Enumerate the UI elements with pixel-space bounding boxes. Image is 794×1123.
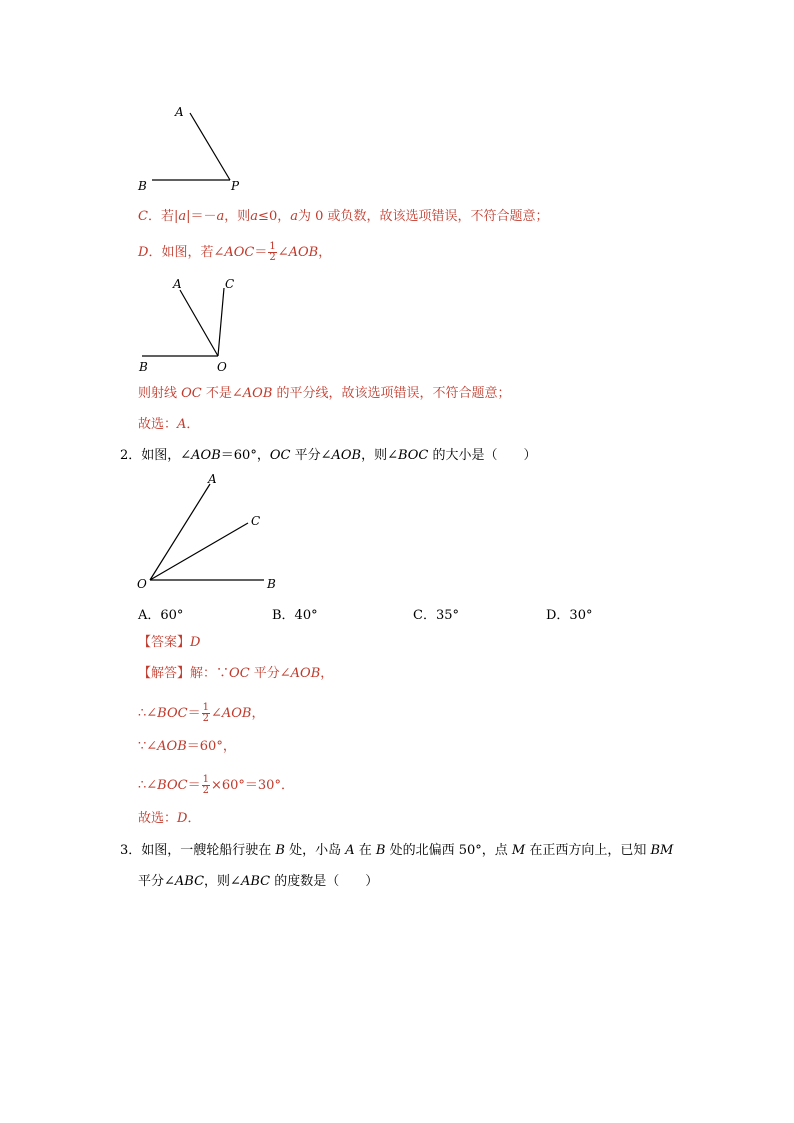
label-c: C bbox=[251, 514, 261, 528]
label-o: O bbox=[137, 577, 147, 591]
denominator: 2 bbox=[269, 252, 276, 263]
text: ×60°＝30°． bbox=[210, 778, 294, 793]
text: ，则∠ bbox=[361, 448, 398, 463]
text: ＝ bbox=[187, 706, 201, 721]
analysis-line-4 bbox=[138, 775, 294, 796]
var-m: M bbox=[511, 843, 526, 858]
fraction-half bbox=[202, 703, 210, 724]
text: ．如图，若∠ bbox=[148, 245, 225, 260]
option-c-line bbox=[138, 209, 549, 225]
denominator: 2 bbox=[202, 713, 209, 724]
text: ，则∠ bbox=[204, 874, 241, 889]
q2-option-a[interactable]: A．60° bbox=[138, 608, 184, 623]
choose-line-2 bbox=[138, 811, 200, 827]
text: ∵∠ bbox=[138, 739, 158, 754]
text: ∴∠ bbox=[138, 706, 158, 721]
q2-option-c[interactable]: C．35° bbox=[413, 608, 459, 623]
var-boc: BOC bbox=[157, 778, 188, 793]
var-a: a bbox=[178, 209, 187, 224]
analysis-line-1 bbox=[138, 666, 333, 682]
text: 平分∠ bbox=[290, 448, 332, 463]
answer-line bbox=[138, 635, 200, 651]
choose-line-1 bbox=[138, 417, 199, 433]
text: ＝ bbox=[254, 245, 268, 260]
answer-letter: A bbox=[177, 417, 187, 432]
text: 2．如图，∠ bbox=[120, 448, 192, 463]
numerator: 1 bbox=[202, 702, 209, 713]
text: |＝－ bbox=[186, 209, 217, 224]
text: 则射线 bbox=[138, 386, 182, 401]
q2-option-b[interactable]: B．40° bbox=[272, 608, 318, 623]
var-aob: AOB bbox=[290, 666, 321, 681]
text: ＝ bbox=[187, 778, 201, 793]
var-boc: BOC bbox=[397, 448, 429, 463]
text: ＝60°， bbox=[220, 448, 270, 463]
text: 故选： bbox=[138, 811, 178, 826]
text: ∠ bbox=[277, 245, 289, 260]
text: 处，小岛 bbox=[284, 843, 346, 858]
text: 故选： bbox=[138, 417, 178, 432]
var-aob: AOB bbox=[288, 245, 319, 260]
var-aob: AOB bbox=[221, 706, 252, 721]
text: 在 bbox=[354, 843, 376, 858]
fraction-half bbox=[202, 775, 210, 796]
var-aob: AOB bbox=[157, 739, 187, 754]
ray-oc bbox=[218, 288, 224, 356]
text: ． bbox=[186, 417, 200, 432]
var-b: B bbox=[275, 843, 285, 858]
analysis-line-3 bbox=[138, 739, 236, 755]
var-oc: OC bbox=[229, 666, 250, 681]
label-b: B bbox=[267, 577, 276, 591]
label-a: A bbox=[173, 277, 182, 291]
text: 处的北偏西 50°，点 bbox=[385, 843, 512, 858]
text: 解：∵ bbox=[190, 666, 230, 681]
text: ， bbox=[320, 666, 334, 681]
option-c-letter: C bbox=[138, 209, 148, 224]
var-aob: AOB bbox=[191, 448, 221, 463]
label-p: P bbox=[231, 179, 240, 193]
ray-oc bbox=[150, 523, 248, 580]
text: ， bbox=[251, 706, 265, 721]
var-a: a bbox=[290, 209, 298, 224]
text: 不是∠ bbox=[201, 386, 243, 401]
text: ，则 bbox=[224, 209, 251, 224]
q2-option-d[interactable]: D．30° bbox=[546, 608, 593, 623]
text: ≤0， bbox=[258, 209, 291, 224]
var-aob: AOB bbox=[331, 448, 362, 463]
text: 平分∠ bbox=[138, 874, 175, 889]
figure-angle-apb bbox=[130, 98, 250, 194]
fraction-half bbox=[268, 242, 276, 263]
numerator: 1 bbox=[269, 241, 276, 252]
var-abc: ABC bbox=[240, 874, 271, 889]
answer-tag: 【答案】 bbox=[138, 635, 191, 650]
option-d-line bbox=[138, 242, 331, 263]
ray-oa bbox=[180, 290, 218, 356]
label-a: A bbox=[208, 472, 217, 486]
conclusion-line bbox=[138, 386, 511, 402]
text: 的度数是（ ） bbox=[270, 874, 379, 889]
text: 3．如图，一艘轮船行驶在 bbox=[120, 843, 276, 858]
analysis-tag: 【解答】 bbox=[138, 666, 191, 681]
label-b: B bbox=[138, 179, 147, 193]
text: 平分∠ bbox=[249, 666, 291, 681]
var-a: a bbox=[216, 209, 225, 224]
var-abc: ABC bbox=[174, 874, 205, 889]
var-b: B bbox=[375, 843, 386, 858]
var-boc: BOC bbox=[157, 706, 188, 721]
answer-letter: D bbox=[177, 811, 188, 826]
option-d-letter: D bbox=[138, 245, 149, 260]
var-oc: OC bbox=[181, 386, 202, 401]
label-c: C bbox=[225, 277, 235, 291]
answer-value: D bbox=[190, 635, 201, 650]
var-oc: OC bbox=[269, 448, 291, 463]
denominator: 2 bbox=[202, 785, 209, 796]
question-3-line-2 bbox=[138, 874, 378, 890]
var-aob: AOB bbox=[242, 386, 273, 401]
text: ∠ bbox=[210, 706, 222, 721]
question-3-line-1 bbox=[120, 843, 673, 859]
text: ， bbox=[318, 245, 332, 260]
text: ＝60°， bbox=[186, 739, 236, 754]
analysis-line-2 bbox=[138, 703, 265, 724]
segment-ap bbox=[190, 113, 230, 180]
figure-angle-aob-bisector bbox=[130, 468, 290, 594]
label-o: O bbox=[217, 360, 227, 374]
numerator: 1 bbox=[202, 774, 209, 785]
ray-oa bbox=[150, 484, 210, 580]
text: 为 0 或负数，故该选项错误，不符合题意； bbox=[297, 209, 549, 224]
var-bm: BM bbox=[650, 843, 674, 858]
label-a: A bbox=[175, 105, 184, 119]
text: 的平分线，故该选项错误，不符合题意； bbox=[272, 386, 511, 401]
var-aoc: AOC bbox=[224, 245, 255, 260]
question-2 bbox=[120, 448, 537, 464]
text: 的大小是（ ） bbox=[428, 448, 537, 463]
figure-angle-aoc bbox=[130, 272, 250, 377]
label-b: B bbox=[139, 360, 148, 374]
text: ．若| bbox=[147, 209, 179, 224]
var-a: A bbox=[345, 843, 355, 858]
text: ∴∠ bbox=[138, 778, 158, 793]
text: 在正西方向上，已知 bbox=[525, 843, 651, 858]
var-a: a bbox=[250, 209, 259, 224]
text: ． bbox=[187, 811, 201, 826]
